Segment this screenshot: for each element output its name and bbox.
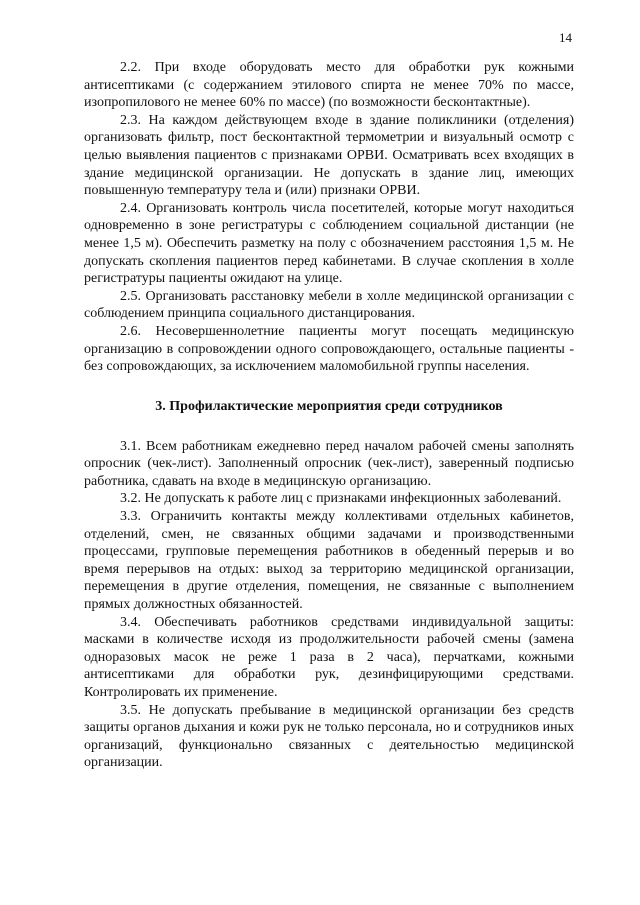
document-body	[84, 59, 574, 772]
paragraph-3-2: 3.2. Не допускать к работе лиц с признаками инфекционных заболеваний.	[120, 491, 562, 507]
paragraph-2-4: 2.4. Организовать контроль числа посетителей, которые могут находиться одновременно в зоне регистратуры с соблюдением социальной дистанции (не менее 1,5 м). Обеспечить разметку на полу с обозначением расстояния 1,5 м. Не допускать скопления пациентов перед кабинетами. В случае скопления в холле регистратуры пациенты ожидают на улице.	[84, 200, 574, 287]
page-number: 14	[559, 30, 572, 45]
section-3-heading: 3. Профилактические мероприятия среди сотрудников	[155, 398, 503, 414]
paragraph-2-5: 2.5. Организовать расстановку мебели в холле медицинской организации с соблюдением принципа социального дистанцирования.	[84, 288, 574, 322]
paragraph-2-6: 2.6. Несовершеннолетние пациенты могут посещать медицинскую организацию в сопровождении одного сопровождающего, остальные пациенты - без сопровождающих, за исключением маломобильной группы населения.	[84, 323, 574, 375]
paragraph-3-3: 3.3. Ограничить контакты между коллективами отдельных кабинетов, отделений, смен, не связанных общими задачами и производственными процессами, групповые перемещения работников в обеденный перерыв и во время перерывов на отдых: выход за территорию медицинской организации, перемещения в другие отделения, помещения, не связанные с выполнением прямых должностных обязанностей.	[84, 509, 574, 613]
paragraph-3-1: 3.1. Всем работникам ежедневно перед началом рабочей смены заполнять опросник (чек-лист). Заполненный опросник (чек-лист), заверенный подписью работника, сдавать на входе в медицинскую организацию.	[84, 438, 574, 489]
paragraph-3-4: 3.4. Обеспечивать работников средствами индивидуальной защиты: масками в количестве исходя из продолжительности рабочей смены (замена одноразовых масок не реже 1 раза в 2 часа), перчатками, кожными антисептиками для обработки рук, дезинфицирующими средствами. Контролировать их применение.	[84, 614, 574, 700]
paragraph-2-3: 2.3. На каждом действующем входе в здание поликлиники (отделения) организовать фильтр, пост бесконтактной термометрии и визуальный осмотр с целью выявления пациентов с признаками ОРВИ. Осматривать всех входящих в здание медицинской организации. Не допускать в здание лиц, имеющих повышенную температуру тела и (или) признаки ОРВИ.	[84, 112, 574, 199]
paragraph-3-5: 3.5. Не допускать пребывание в медицинской организации без средств защиты органов дыхания и кожи рук не только персонала, но и сотрудников иных организаций, функционально связанных с деятельностью медицинской организации.	[84, 702, 574, 771]
paragraph-2-2: 2.2. При входе оборудовать место для обработки рук кожными антисептиками (с содержанием этилового спирта не менее 70% по массе, изопропилового не менее 60% по массе) (по возможности бесконтактные).	[84, 60, 574, 111]
